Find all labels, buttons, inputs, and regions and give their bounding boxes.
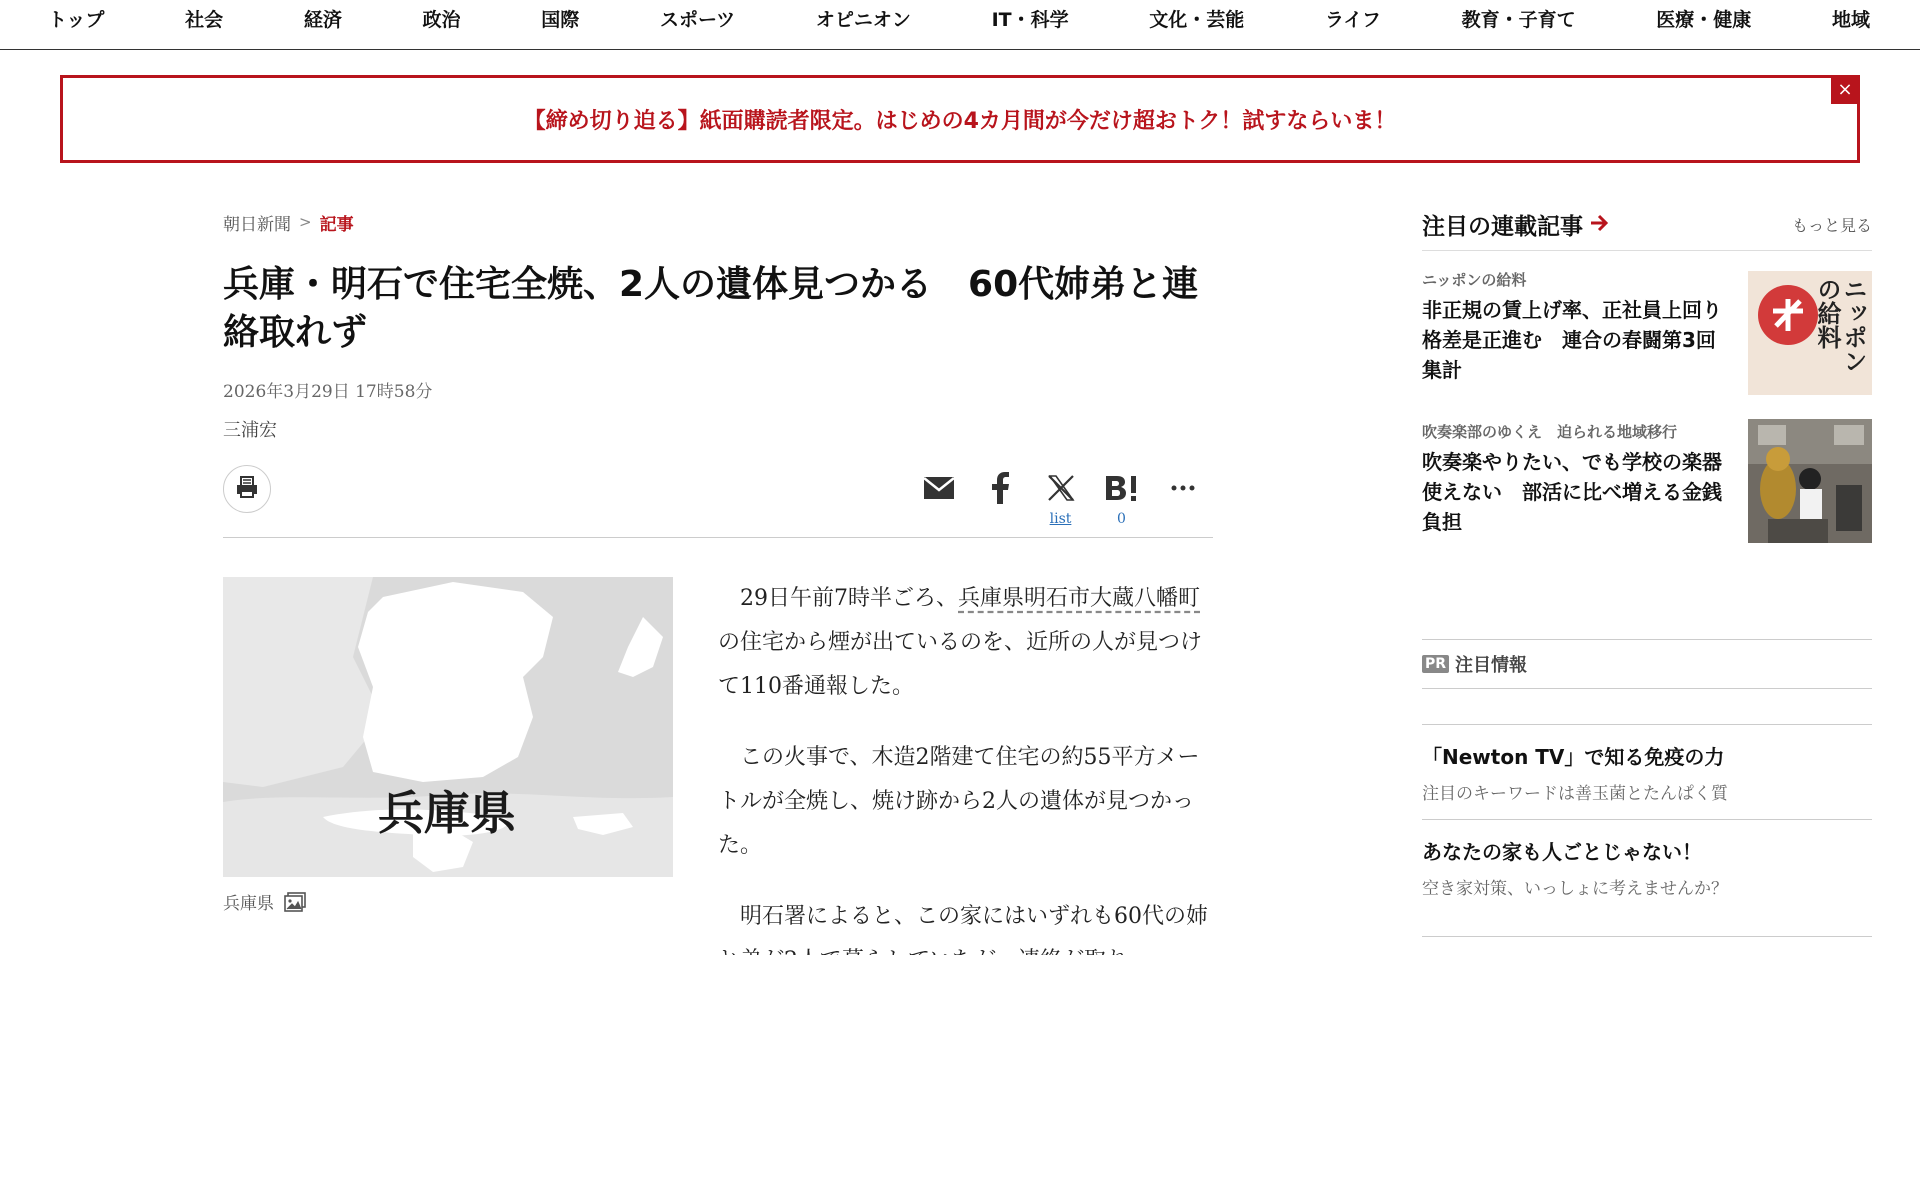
nav-item-sports[interactable]: スポーツ: [659, 8, 736, 31]
pr-section-title: 注目情報: [1455, 655, 1528, 676]
paragraph-text: の住宅から煙が出ているのを、近所の人が見つけて110番通報した。: [718, 630, 1203, 699]
series-section-header: [1422, 205, 1872, 251]
breadcrumb-home[interactable]: 朝日新聞: [223, 214, 291, 235]
series-article-item[interactable]: [1422, 419, 1872, 579]
facebook-icon: [990, 468, 1010, 508]
map-label: 兵庫県: [378, 786, 516, 840]
print-button[interactable]: [223, 465, 271, 513]
thumbnail-title: ニッポンの給料: [1813, 277, 1867, 373]
article-paragraph: この火事で、木造2階建て住宅の約55平方メートルが全焼し、焼け跡から2人の遺体が見つかった。: [718, 745, 1200, 858]
caption-text: 兵庫県: [223, 894, 274, 914]
series-thumbnail: [1748, 271, 1872, 395]
share-mail-button[interactable]: [908, 468, 969, 530]
share-facebook-button[interactable]: [969, 468, 1030, 530]
nav-item-politics[interactable]: 政治: [422, 8, 461, 31]
series-article-title: 非正規の賃上げ率、正社員上回り格差是正進む 連合の春闘第3回集計: [1422, 298, 1722, 382]
article-headline: 兵庫・明石で住宅全焼、2人の遺体見つかる 60代姉弟と連絡取れず: [223, 264, 1199, 353]
pr-item-title: 「Newton TV」で知る免疫の力: [1422, 745, 1725, 769]
pr-item-subtitle: 空き家対策、いっしょに考えませんか？: [1422, 879, 1728, 899]
hatena-bookmark-count[interactable]: 0: [1117, 511, 1126, 527]
breadcrumb: [223, 205, 1213, 239]
share-buttons: [908, 468, 1213, 530]
paragraph-text: 29日午前7時半ごろ、: [740, 586, 958, 611]
article-figure: [223, 577, 673, 914]
x-icon: [1047, 468, 1075, 508]
nav-item-society[interactable]: 社会: [185, 8, 224, 31]
figure-caption: [223, 889, 673, 914]
location-link[interactable]: 兵庫県明石市大蔵八幡町: [958, 586, 1201, 611]
nav-item-it-science[interactable]: IT・科学: [991, 8, 1069, 31]
pr-divider: [1422, 936, 1872, 937]
promo-banner: [60, 75, 1860, 163]
share-x-button[interactable]: [1030, 468, 1091, 530]
series-section-title-text: 注目の連載記事: [1422, 214, 1583, 240]
more-link[interactable]: もっと見る: [1791, 216, 1872, 235]
sidebar: [1422, 205, 1872, 899]
image-gallery-icon[interactable]: [284, 892, 306, 912]
share-hatena-button[interactable]: [1091, 468, 1152, 530]
hatena-bookmark-icon: [1104, 468, 1140, 508]
promo-close-button[interactable]: ×: [1831, 76, 1859, 104]
article-paragraph: 明石署によると、この家にはいずれも60代の姉: [740, 904, 1208, 929]
nav-item-region[interactable]: 地域: [1831, 8, 1870, 31]
pr-item[interactable]: [1422, 819, 1872, 914]
series-kicker: 吹奏楽部のゆくえ 迫られる地域移行: [1422, 423, 1678, 441]
promo-link[interactable]: 【締め切り迫る】紙面購読者限定。はじめの4カ月間が今だけ超おトク！試すならいま！: [523, 108, 1397, 134]
series-thumbnail: [1748, 419, 1872, 543]
top-nav: [0, 0, 1920, 50]
pr-item-title: あなたの家も人ごとじゃない！: [1422, 840, 1702, 864]
pr-section-header: [1422, 639, 1872, 689]
share-more-button[interactable]: [1152, 468, 1213, 530]
article: [223, 205, 1213, 929]
nav-item-education[interactable]: 教育・子育て: [1461, 8, 1576, 31]
hyogo-map-image[interactable]: [223, 577, 673, 877]
nav-item-opinion[interactable]: オピニオン: [815, 8, 911, 31]
pr-item[interactable]: [1422, 724, 1872, 819]
series-section-title[interactable]: [1422, 208, 1609, 241]
nav-item-culture[interactable]: 文化・芸能: [1149, 8, 1245, 31]
pr-item-subtitle: 注目のキーワードは善玉菌とたんぱく質: [1422, 784, 1728, 804]
pr-badge: PR: [1422, 655, 1449, 673]
nav-item-health[interactable]: 医療・健康: [1656, 8, 1752, 31]
nav-item-international[interactable]: 国際: [541, 8, 580, 31]
nav-item-economy[interactable]: 経済: [303, 8, 342, 31]
nav-item-top[interactable]: トップ: [48, 8, 105, 31]
article-toolbar: [223, 464, 1213, 538]
x-share-list-link[interactable]: list: [1049, 511, 1072, 527]
breadcrumb-current: 記事: [319, 214, 354, 235]
more-dots-icon: [1170, 468, 1196, 508]
article-body: [718, 577, 1213, 947]
breadcrumb-separator: >: [299, 213, 312, 231]
author-byline[interactable]: 三浦宏: [223, 420, 277, 441]
arrow-right-icon: [1589, 211, 1609, 239]
print-icon: [234, 474, 260, 504]
article-paragraph: [718, 577, 1213, 709]
series-kicker: ニッポンの給料: [1422, 271, 1527, 289]
mail-icon: [923, 468, 955, 508]
series-article-item[interactable]: [1422, 259, 1872, 419]
nav-item-life[interactable]: ライフ: [1325, 8, 1381, 31]
publish-date: 2026年3月29日 17時58分: [223, 382, 433, 402]
blank-area: [0, 955, 1920, 1200]
series-article-title: 吹奏楽やりたい、でも学校の楽器使えない 部活に比べ増える金銭負担: [1422, 450, 1722, 534]
